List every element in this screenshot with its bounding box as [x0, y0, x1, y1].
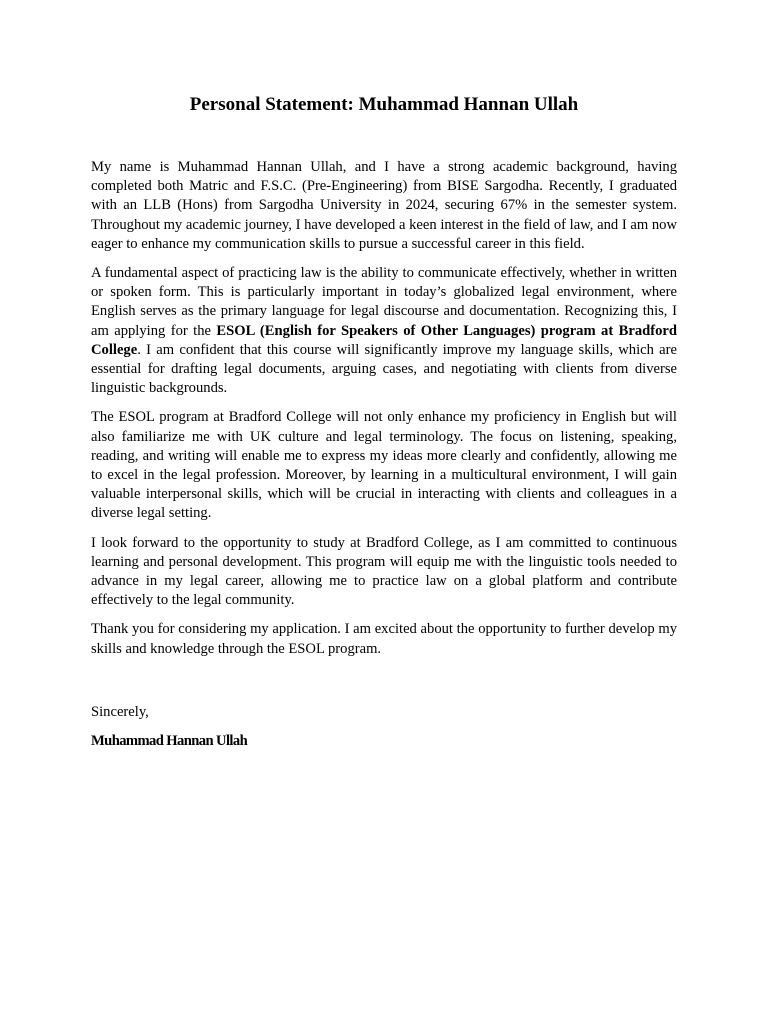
- program-name-emphasis: ESOL (English for Speakers of Other Languages) program at Bradford College: [91, 322, 677, 358]
- paragraph-thanks: Thank you for considering my application. I am excited about the opportunity to further develop my skills and knowledge through the ESOL program.: [91, 621, 677, 657]
- paragraph-communication-text-end: . I am confident that this course will significantly improve my language skills, which are essential for drafting legal documents, arguing cases, and negotiating with clients from diverse linguistic backgrounds.: [91, 341, 677, 397]
- signature-name: Muhammad Hannan Ullah: [91, 733, 248, 749]
- paragraph-background: My name is Muhammad Hannan Ullah, and I have a strong academic background, having completed both Matric and F.S.C. (Pre-Engineering) from BISE Sargodha. Recently, I graduated with an LLB (Hons) from Sargodha University in 2024, securing 67% in the semester system. Throughout my academic journey, I have developed a keen interest in the field of law, and I am now eager to enhance my communication skills to pursue a successful career in this field.: [91, 159, 677, 252]
- paragraph-program-benefits: The ESOL program at Bradford College will not only enhance my proficiency in English but will also familiarize me with UK culture and legal terminology. The focus on listening, speaking, reading, and writing will enable me to express my ideas more clearly and confidently, allowing me to excel in the legal profession. Moreover, by learning in a multicultural environment, I will gain valuable interpersonal skills, which will be crucial in interacting with clients and colleagues in a diverse legal setting.: [91, 409, 677, 522]
- document-title: Personal Statement: Muhammad Hannan Ullah: [189, 94, 579, 115]
- paragraph-goals: I look forward to the opportunity to study at Bradford College, as I am committed to continuous learning and personal development. This program will equip me with the linguistic tools needed to advance in my legal career, allowing me to practice law on a global platform and contribute effectively to the legal community.: [91, 534, 677, 609]
- closing-salutation: Sincerely,: [91, 704, 149, 720]
- paragraph-communication: [91, 264, 677, 398]
- document-body: [91, 158, 677, 669]
- paragraph-communication-text-start: A fundamental aspect of practicing law is the ability to communicate effectively, whether in written or spoken form. This is particularly important in today’s globalized legal environment, where English serves as the primary language for legal discourse and documentation. Recognizing this, I am applying for the: [91, 265, 677, 339]
